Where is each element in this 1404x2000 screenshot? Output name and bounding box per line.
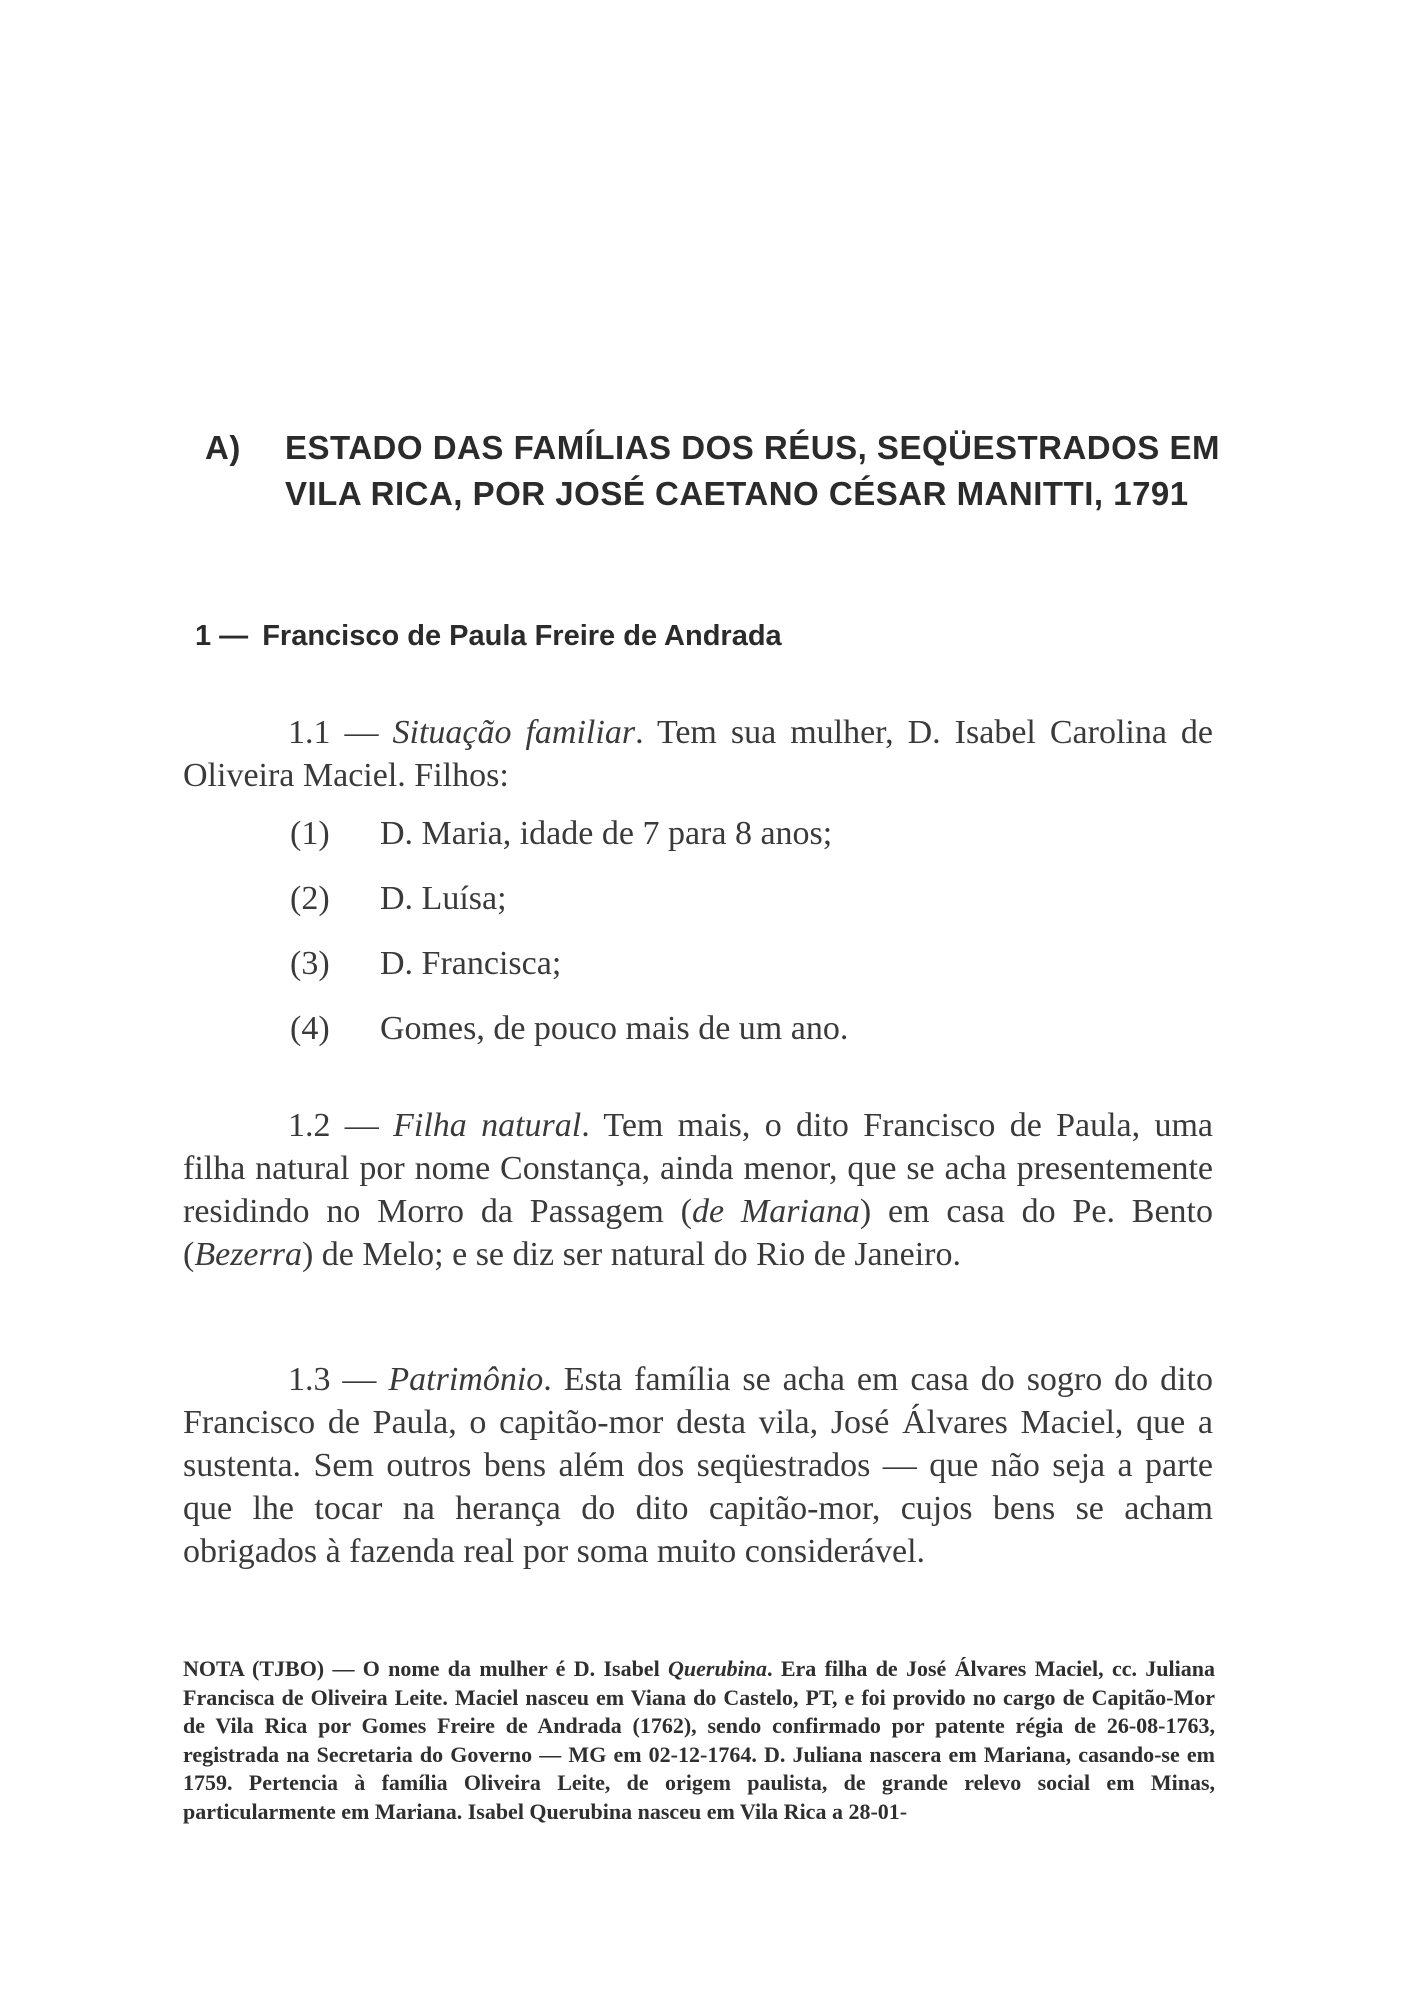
paragraph-label: Filha natural — [393, 1107, 582, 1144]
paragraph-text: . Tem mais, o dito Francisco de Paula, uma filha natural por nome Constança, ainda menor, que se acha presentemente residindo no Morro da Passagem ( — [183, 1107, 1213, 1230]
note-text: . Era filha de José Álvares Maciel, cc. Juliana Francisca de Oliveira Leite. Maciel nasceu em Viana do Castelo, PT, e foi provido no cargo de Capitão-Mor de Vila Rica por Gomes Freire de Andrada (1762), sendo confirmado por patente régia de 26-08-1763, registrada na Secretaria do Governo — MG em 02-12-1764. D. Juliana nascera em Mariana, casando-se em 1759. Pertencia à família Oliveira Leite, de origem paulista, de grande relevo social em Minas, particularmente em Mariana. Isabel Querubina nasceu em Vila Rica a 28-01- — [183, 1656, 1215, 1824]
list-text: D. Maria, idade de 7 para 8 anos; — [380, 815, 833, 852]
section-number: 1 — — [195, 620, 249, 652]
list-text: D. Francisca; — [380, 945, 562, 982]
paragraph-1-2 — [183, 1104, 1213, 1276]
paragraph-italic: de Mariana — [691, 1193, 860, 1230]
paragraph-text: . Esta família se acha em casa do sogro do dito Francisco de Paula, o capitão-mor desta vila, José Álvares Maciel, que a sustenta. Sem outros bens além dos seqüestrados — que não seja a parte que lhe tocar na herança do dito capitão-mor, cujos bens se acham obrigados à fazenda real por soma muito considerável. — [183, 1361, 1213, 1570]
paragraph-1-3 — [183, 1358, 1213, 1573]
note-text: NOTA (TJBO) — O nome da mulher é D. Isabel — [183, 1656, 668, 1681]
paragraph-text: . Tem sua mulher, D. Isabel Carolina de Oliveira Maciel. Filhos: — [183, 714, 1214, 794]
list-item — [290, 942, 1190, 985]
paragraph-number: 1.1 — — [288, 714, 379, 751]
list-marker: (1) — [290, 815, 330, 852]
paragraph-italic: Bezerra — [194, 1236, 302, 1273]
paragraph-text: ) em casa do Pe. Bento ( — [183, 1193, 1214, 1273]
paragraph-text: ) de Melo; e se diz ser natural do Rio de Janeiro. — [301, 1236, 961, 1273]
list-text: Gomes, de pouco mais de um ano. — [380, 1010, 849, 1047]
children-list — [290, 812, 1190, 1072]
list-text: D. Luísa; — [380, 880, 507, 917]
heading-letter: A) — [205, 429, 241, 466]
footnote — [183, 1655, 1215, 1826]
paragraph-number: 1.3 — — [288, 1361, 377, 1398]
list-item — [290, 877, 1190, 920]
section-name: Francisco de Paula Freire de Andrada — [262, 620, 782, 652]
list-item — [290, 812, 1190, 855]
list-marker: (4) — [290, 1010, 330, 1047]
heading-text: ESTADO DAS FAMÍLIAS DOS RÉUS, SEQÜESTRADOS EM VILA RICA, POR JOSÉ CAETANO CÉSAR MANITTI, 1791 — [285, 429, 1220, 512]
list-item — [290, 1007, 1190, 1050]
paragraph-number: 1.2 — — [288, 1107, 379, 1144]
list-marker: (3) — [290, 945, 330, 982]
note-italic: Querubina — [668, 1656, 768, 1681]
paragraph-label: Patrimônio — [388, 1361, 544, 1398]
paragraph-1-1 — [183, 711, 1213, 797]
paragraph-label: Situação familiar — [392, 714, 636, 751]
list-marker: (2) — [290, 880, 330, 917]
section-title — [195, 618, 1095, 654]
